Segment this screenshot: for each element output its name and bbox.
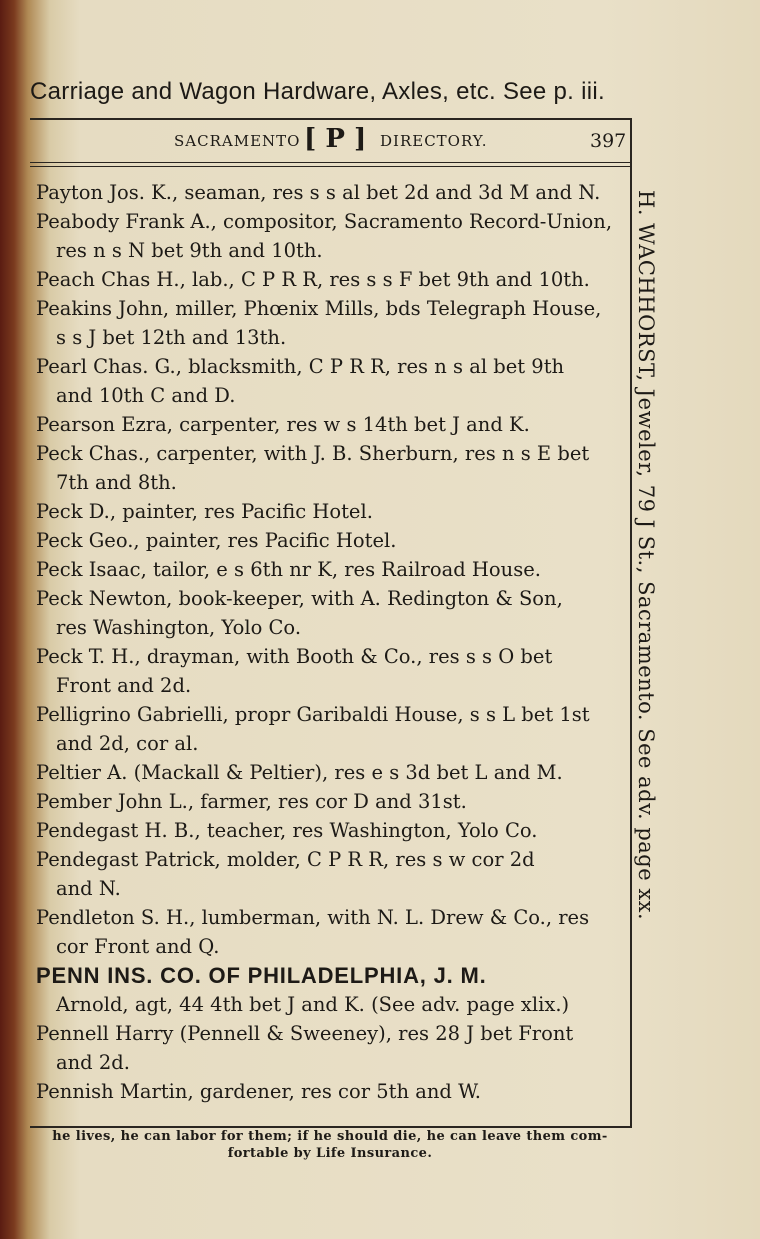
footer-note (40, 1128, 620, 1162)
entry-line: cor Front and Q. (56, 935, 220, 958)
footer-line: he lives, he can labor for them; if he should die, he can leave them com- (52, 1129, 608, 1144)
entry-line: Arnold, agt, 44 4th bet J and K. (See adv. page xlix.) (56, 993, 570, 1016)
entry-line: Peck Isaac, tailor, e s 6th nr K, res Railroad House. (36, 558, 541, 581)
entry-line: Pearl Chas. G., blacksmith, C P R R, res n s al bet 9th (36, 355, 565, 378)
entry-line: and 2d, cor al. (56, 732, 199, 755)
entry-line: Peck Chas., carpenter, with J. B. Sherburn, res n s E bet (36, 442, 590, 465)
entry-line: Payton Jos. K., seaman, res s s al bet 2d and 3d M and N. (36, 181, 601, 204)
header-directory: DIRECTORY. (380, 132, 488, 150)
entry-line: Peck Newton, book-keeper, with A. Redington & Son, (36, 587, 563, 610)
footer-line: fortable by Life Insurance. (227, 1146, 433, 1161)
entry-line: Pearson Ezra, carpenter, res w s 14th bet J and K. (36, 413, 530, 436)
directory-entries (36, 178, 626, 1106)
header-letter: [ P ] (304, 124, 367, 154)
entry-line: and 10th C and D. (56, 384, 236, 407)
entry-line: Front and 2d. (56, 674, 192, 697)
header-rule-double (30, 166, 630, 167)
entry-line: s s J bet 12th and 13th. (56, 326, 287, 349)
entry-line: 7th and 8th. (56, 471, 177, 494)
entry-line: Peach Chas H., lab., C P R R, res s s F bet 9th and 10th. (36, 268, 590, 291)
entry-line: Peck D., painter, res Pacific Hotel. (36, 500, 373, 523)
entry-line: Peck T. H., drayman, with Booth & Co., res s s O bet (36, 645, 553, 668)
entry-line-insurance: PENN INS. CO. OF PHILADELPHIA, J. M. (36, 963, 487, 988)
entry-line: Pelligrino Gabrielli, propr Garibaldi House, s s L bet 1st (36, 703, 590, 726)
header-rule (30, 162, 630, 163)
entry-line: and 2d. (56, 1051, 130, 1074)
side-advert: H. WACHHORST, Jeweler, 79 J St., Sacramento. See adv. page xx. (634, 190, 658, 921)
entry-line: res n s N bet 9th and 10th. (56, 239, 323, 262)
entry-line: Peltier A. (Mackall & Peltier), res e s 3d bet L and M. (36, 761, 563, 784)
entry-line: Peakins John, miller, Phœnix Mills, bds Telegraph House, (36, 297, 602, 320)
entry-line: Pennell Harry (Pennell & Sweeney), res 28 J bet Front (36, 1022, 574, 1045)
entry-line: Pennish Martin, gardener, res cor 5th and W. (36, 1080, 481, 1103)
entry-line: Pember John L., farmer, res cor D and 31st. (36, 790, 467, 813)
entry-line: and N. (56, 877, 121, 900)
entry-line: Pendleton S. H., lumberman, with N. L. Drew & Co., res (36, 906, 590, 929)
entry-line: Pendegast Patrick, molder, C P R R, res s w cor 2d (36, 848, 535, 871)
entry-line: Peck Geo., painter, res Pacific Hotel. (36, 529, 397, 552)
page-number: 397 (590, 130, 627, 152)
top-advert: Carriage and Wagon Hardware, Axles, etc. See p. iii. (30, 78, 605, 105)
entry-line: res Washington, Yolo Co. (56, 616, 302, 639)
entry-line: Peabody Frank A., compositor, Sacramento Record-Union, (36, 210, 613, 233)
header-city: SACRAMENTO (174, 132, 301, 150)
entry-line: Pendegast H. B., teacher, res Washington, Yolo Co. (36, 819, 538, 842)
